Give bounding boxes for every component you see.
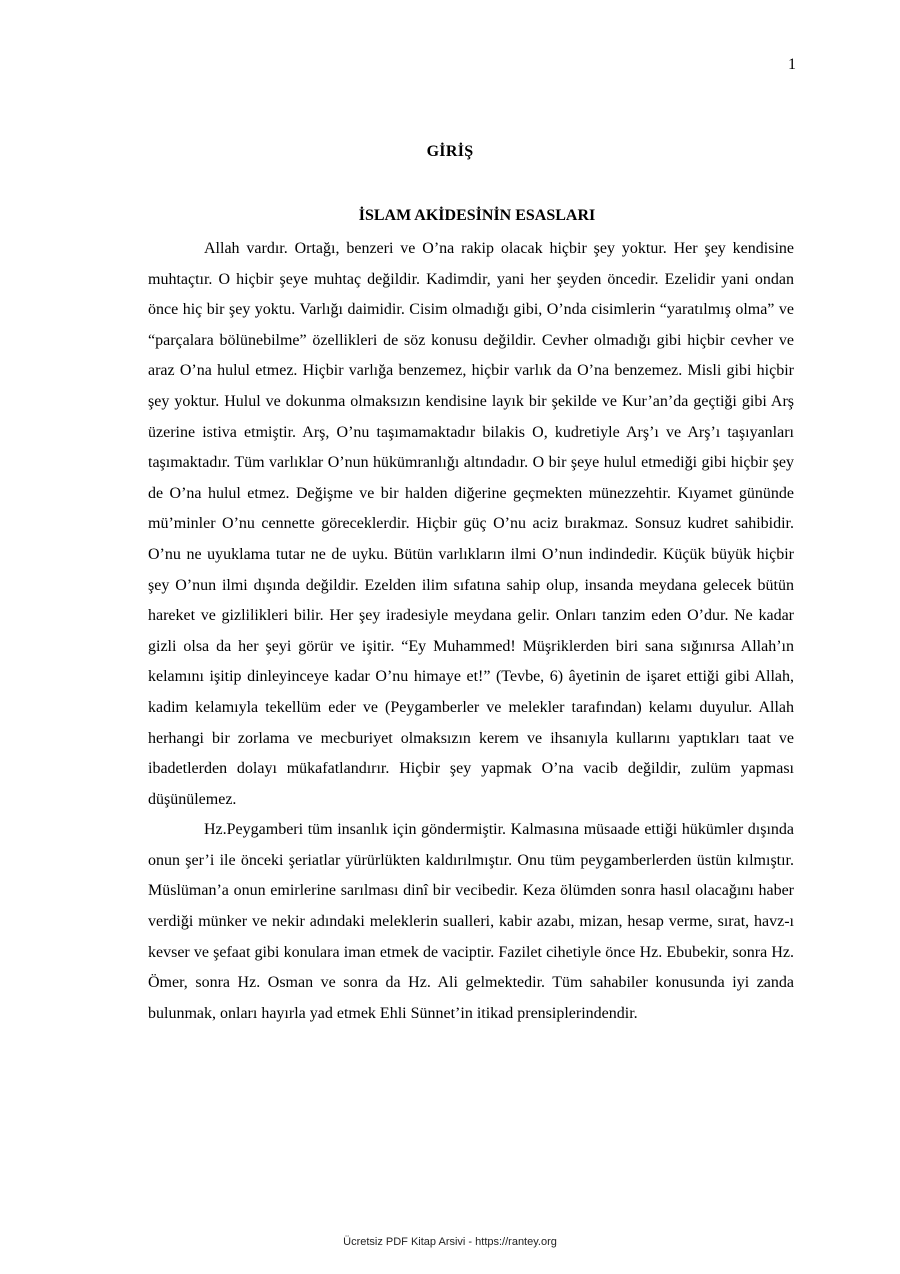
paragraph-2: Hz.Peygamberi tüm insanlık için göndermiştir. Kalmasına müsaade ettiği hükümler dışında onun şer’i ile önceki şeriatlar yürürlükten kaldırılmıştır. Onu tüm peygamberlerden üstün kılmıştır. Müslüman’a onun emirlerine sarılması dinî bir vecibedir. Keza ölümden sonra hasıl olacağını haber verdiği münker ve nekir adındaki meleklerin sualleri, kabir azabı, mizan, hesap verme, sırat, havz-ı kevser ve şefaat gibi konulara iman etmek de vaciptir. Fazilet cihetiyle önce Hz. Ebubekir, sonra Hz. Ömer, sonra Hz. Osman ve sonra da Hz. Ali gelmektedir. Tüm sahabiler konusunda iyi zanda bulunmak, onları hayırla yad etmek Ehli Sünnet’in itikad prensiplerindendir.	[148, 821, 794, 1022]
footer-link-text: Ücretsiz PDF Kitap Arsivi - https://rantey.org	[343, 1236, 557, 1248]
page-content	[148, 206, 794, 1029]
page-number: 1	[788, 56, 796, 73]
section-title: İSLAM AKİDESİNİN ESASLARI	[358, 207, 596, 224]
paragraph-1: Allah vardır. Ortağı, benzeri ve O’na rakip olacak hiçbir şey yoktur. Her şey kendisine muhtaçtır. O hiçbir şeye muhtaç değildir. Kadimdir, yani her şeyden öncedir. Ezelidir yani ondan önce hiç bir şey yoktu. Varlığı daimidir. Cisim olmadığı gibi, O’nda cisimlerin “yaratılmış olma” ve “parçalara bölünebilme” özellikleri de söz konusu değildir. Cevher olmadığı gibi hiçbir cevher ve araz O’na hulul etmez. Hiçbir varlığa benzemez, hiçbir varlık da O’na benzemez. Misli gibi hiçbir şey yoktur. Hulul ve dokunma olmaksızın kendisine layık bir şekilde ve Kur’an’da geçtiği gibi Arş üzerine istiva etmiştir. Arş, O’nu taşımamaktadır bilakis O, kudretiyle Arş’ı ve Arş’ı taşıyanları taşımaktadır. Tüm varlıklar O’nun hükümranlığı altındadır. O bir şeye hulul etmediği gibi hiçbir şey de O’na hulul etmez. Değişme ve bir halden diğerine geçmekten münezzehtir. Kıyamet gününde mü’minler O’nu cennette göreceklerdir. Hiçbir güç O’nu aciz bırakmaz. Sonsuz kudret sahibidir. O’nu ne uyuklama tutar ne de uyku. Bütün varlıkların ilmi O’nun indindedir. Küçük büyük hiçbir şey O’nun ilmi dışında değildir. Ezelden ilim sıfatına sahip olup, insanda meydana gelecek bütün hareket ve gizlilikleri bilir. Her şey iradesiyle meydana gelir. Onları tanzim eden O’dur. Ne kadar gizli olsa da her şeyi görür ve işitir. “Ey Muhammed! Müşriklerden biri sana sığınırsa Allah’ın kelamını işitip dinleyinceye kadar O’nu himaye et!” (Tevbe, 6) âyetinin de işaret ettiği gibi Allah, kadim kelamıyla tekellüm eder ve (Peygamberler ve melekler tarafından) kelamı duyulur. Allah herhangi bir zorlama ve mecburiyet olmaksızın kerem ve ihsanıyla kullarını yaptıkları taat ve ibadetlerden dolayı mükafatlandırır. Hiçbir şey yapmak O’na vacib değildir, zulüm yapması düşünülemez.	[148, 240, 794, 808]
chapter-title: GİRİŞ	[426, 143, 474, 160]
